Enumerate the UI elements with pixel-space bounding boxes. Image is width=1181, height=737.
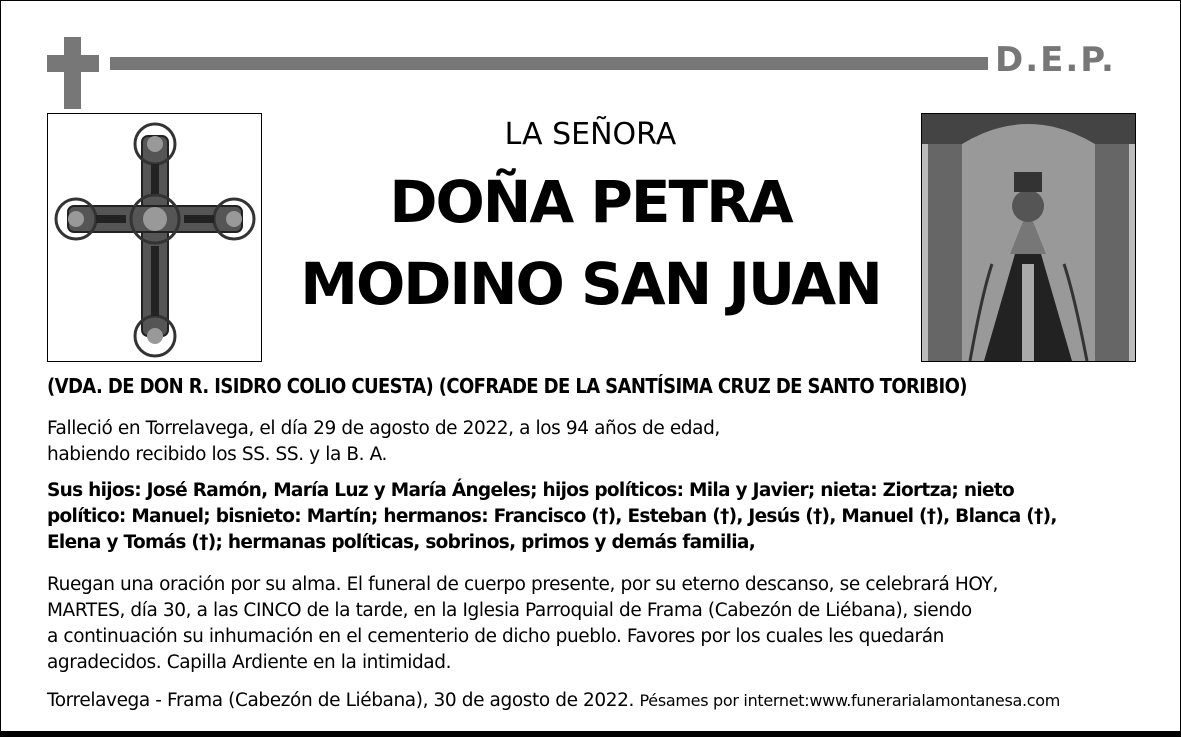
title-honorific: LA SEÑORA — [504, 117, 677, 152]
funeral-details — [47, 572, 1157, 676]
funeral-line: a continuación su inhumación en el cementerio de dicho pueblo. Favores por los cuales les quedarán — [47, 626, 945, 647]
condolences-link[interactable]: Pésames por internet:www.funerarialamontanesa.com — [639, 691, 1061, 710]
funeral-line: agradecidos. Capilla Ardiente en la intimidad. — [47, 652, 452, 673]
death-notice-line: habiendo recibido los SS. SS. y la B. A. — [47, 444, 388, 465]
footer-line — [47, 688, 1157, 714]
virgin-statue-image — [921, 113, 1136, 362]
ornate-cross-icon — [47, 113, 262, 362]
funeral-line: MARTES, día 30, a las CINCO de la tarde, en la Iglesia Parroquial de Frama (Cabezón de Liébana), siendo — [47, 600, 972, 621]
deceased-name-line1: DOÑA PETRA — [389, 168, 792, 236]
place-date: Torrelavega - Frama (Cabezón de Liébana), 30 de agosto de 2022. — [47, 690, 635, 711]
deceased-subtitle: (VDA. DE DON R. ISIDRO COLIO CUESTA) (COFRADE DE LA SANTÍSIMA CRUZ DE SANTO TORIBIO) — [47, 374, 967, 398]
dep-heading: D.E.P. — [995, 40, 1116, 80]
death-notice-line: Falleció en Torrelavega, el día 29 de agosto de 2022, a los 94 años de edad, — [47, 418, 720, 439]
family-line: político: Manuel; bisnieto: Martín; hermanos: Francisco (†), Esteban (†), Jesús (†), Manuel (†), Blanca (†), — [47, 506, 1057, 527]
deceased-name-line2: MODINO SAN JUAN — [300, 250, 881, 318]
death-notice — [47, 416, 1157, 468]
header-rule — [110, 57, 988, 70]
family-line: Elena y Tomás (†); hermanas políticas, sobrinos, primos y demás familia, — [47, 532, 756, 553]
funeral-line: Ruegan una oración por su alma. El funeral de cuerpo presente, por su eterno descanso, se celebrará HOY, — [47, 574, 998, 595]
family-list — [47, 478, 1157, 556]
family-line: Sus hijos: José Ramón, María Luz y María Ángeles; hijos políticos: Mila y Javier; nieta: Ziortza; nieto — [47, 480, 1014, 501]
